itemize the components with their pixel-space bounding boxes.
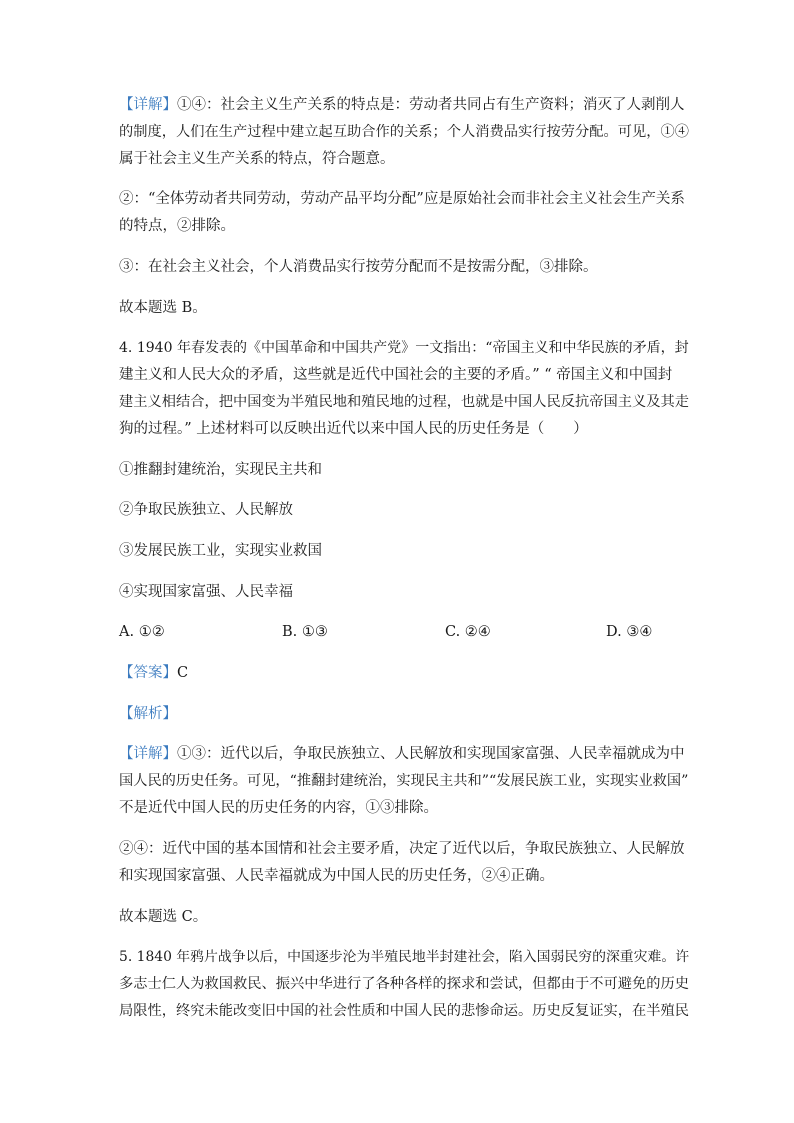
detail-tag: 【详解】 [119,746,177,762]
q4-para2-line-2: 和实现国家富强、人民幸福就成为中国人民的历史任务，②④正确。 [119,868,554,884]
q3-detail-line-1: 【详解】①④：社会主义生产关系的特点是：劳动者共同占有生产资料；消灭了人剥削人 [119,97,685,113]
q4-item-2: ②争取民族独立、人民解放 [119,502,293,518]
q4-stem-line-3: 建主义相结合，把中国变为半殖民地和殖民地的过程，也就是中国人民反抗帝国主义及其走 [119,394,689,410]
q3-detail-line-2: 的制度，人们在生产过程中建立起互助合作的关系；个人消费品实行按劳分配。可见，①④ [119,124,689,140]
answer-tag: 【答案】 [119,665,177,681]
q3-para2-line-2: 的特点，②排除。 [119,218,235,234]
option-c: C. ②④ [445,624,491,640]
q5-stem-line-3: 局限性，终究未能改变旧中国的社会性质和中国人民的悲惨命运。历史反复证实，在半殖民 [119,1003,689,1019]
q4-item-3: ③发展民族工业，实现实业救国 [119,543,322,559]
analysis-tag: 【解析】 [119,706,177,722]
q3-conclusion: 故本题选 B。 [119,300,207,316]
q4-stem-line-1: 4. 1940 年春发表的《中国革命和中国共产党》一文指出：“帝国主义和中华民族的矛盾，封 [119,340,689,356]
q4-stem-line-2: 建主义和人民大众的矛盾，这些就是近代中国社会的主要的矛盾。” “ 帝国主义和中国封 [119,367,673,383]
q4-detail-line-1: 【详解】①③：近代以后，争取民族独立、人民解放和实现国家富强、人民幸福就成为中 [119,746,685,762]
q4-stem-line-4: 狗的过程。” 上述材料可以反映出近代以来中国人民的历史任务是（ ） [119,421,588,437]
option-b: B. ①③ [282,624,328,640]
option-d: D. ③④ [606,624,653,640]
q5-stem-line-2: 多志士仁人为救国救民、振兴中华进行了各种各样的探求和尝试，但都由于不可避免的历史 [119,976,689,992]
q4-detail-line-2: 国人民的历史任务。可见，“推翻封建统治，实现民主共和”“发展民族工业，实现实业救国” [119,773,689,789]
q5-stem-line-1: 5. 1840 年鸦片战争以后，中国逐步沦为半殖民地半封建社会，陷入国弱民穷的深重灾难。许 [119,949,689,965]
answer-value: C [177,665,189,681]
detail-tag: 【详解】 [119,97,177,113]
q4-para2-line-1: ②④：近代中国的基本国情和社会主要矛盾，决定了近代以后，争取民族独立、人民解放 [119,841,685,857]
q4-analysis-heading [119,704,689,724]
q3-detail-line-3: 属于社会主义生产关系的特点，符合题意。 [119,151,395,167]
q3-para2-line-1: ②：“全体劳动者共同劳动，劳动产品平均分配”应是原始社会而非社会主义社会生产关系 [119,191,685,207]
q4-answer [119,663,689,683]
q4-item-4: ④实现国家富强、人民幸福 [119,584,293,600]
q4-detail-line-3: 不是近代中国人民的历史任务的内容，①③排除。 [119,800,438,816]
option-a: A. ①② [119,624,165,640]
q3-para3: ③：在社会主义社会，个人消费品实行按劳分配而不是按需分配，③排除。 [119,259,598,275]
q4-item-1: ①推翻封建统治，实现民主共和 [119,462,322,478]
q4-conclusion: 故本题选 C。 [119,909,208,925]
